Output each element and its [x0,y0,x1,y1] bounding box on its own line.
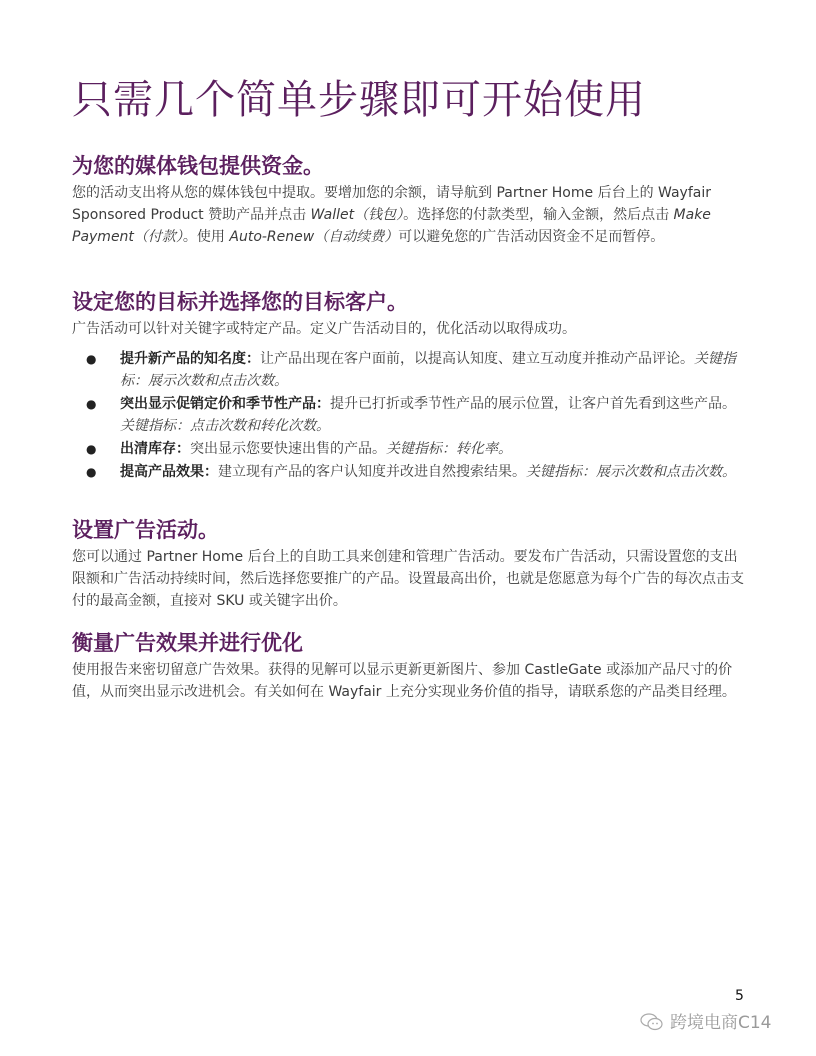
wallet-term: Wallet（钱包） [310,207,404,223]
bullet-icon: ● [86,465,97,479]
section-heading: 衡量广告效果并进行优化 [72,631,303,655]
bullet-icon: ● [86,352,97,366]
text-run: 。使用 [182,229,230,245]
page-title: 只需几个简单步骤即可开始使用 [72,77,646,123]
item-text: 提升已打折或季节性产品的展示位置，让客户首先看到这些产品。 [330,396,736,412]
list-item [72,348,744,392]
list-item [72,438,744,460]
watermark [640,1008,772,1033]
goal-list [72,348,744,483]
item-metric: 关键指标：点击次数和转化次数。 [120,418,330,434]
page-number: 5 [735,988,744,1004]
item-metric: 关键指标：展示次数和点击次数。 [120,351,736,389]
bullet-icon: ● [86,442,97,456]
item-metric: 关键指标：转化率。 [386,441,512,457]
section-heading: 为您的媒体钱包提供资金。 [72,154,324,178]
section-body: 您可以通过 Partner Home 后台上的自助工具来创建和管理广告活动。要发布广告活动，只需设置您的支出限额和广告活动持续时间，然后选择您要推广的产品。设置最高出价，也就是您愿意为每个广告的每次点击支付的最高金额，直接对 SKU 或关键字出价。 [72,549,744,609]
list-item [72,461,744,483]
item-metric: 关键指标：展示次数和点击次数。 [526,464,736,480]
text-run: 。选择您的付款类型，输入金额，然后点击 [403,207,674,223]
item-text: 突出显示您要快速出售的产品。 [190,441,386,457]
item-title: 出清库存： [120,441,190,457]
section-body: 使用报告来密切留意广告效果。获得的见解可以显示更新更新图片、参加 CastleGate 或添加产品尺寸的价值，从而突出显示改进机会。有关如何在 Wayfair 上充分实现业务价值的指导，请联系您的产品类目经理。 [72,662,736,700]
list-item [72,393,744,437]
wechat-icon [640,1013,664,1031]
item-text: 让产品出现在客户面前，以提高认知度、建立互动度并推动产品评论。 [260,351,694,367]
text-run: 可以避免您的广告活动因资金不足而暂停。 [398,229,665,245]
bullet-icon: ● [86,397,97,411]
item-title: 提高产品效果： [120,464,218,480]
section-heading: 设置广告活动。 [72,518,219,542]
section-measure-optimize [72,629,744,703]
text-run: 您的活动支出将从您的媒体钱包中提取。要增加您的余额，请导航到 Partner Home 后台上的 Wayfair Sponsored Product 赞助产品并点击 [72,185,711,223]
item-title: 突出显示促销定价和季节性产品： [120,396,330,412]
section-intro: 广告活动可以针对关键字或特定产品。定义广告活动目的，优化活动以取得成功。 [72,321,576,337]
section-heading: 设定您的目标并选择您的目标客户。 [72,290,408,314]
make-payment-term: Make Payment（付款） [72,207,711,245]
section-setup-campaign [72,516,744,612]
section-goals [72,288,744,484]
section-body [72,182,744,248]
watermark-text: 跨境电商C14 [670,1013,772,1033]
section-fund-wallet [72,152,744,248]
item-text: 建立现有产品的客户认知度并改进自然搜索结果。 [218,464,526,480]
item-title: 提升新产品的知名度： [120,351,260,367]
auto-renew-term: Auto-Renew（自动续费） [229,229,399,245]
